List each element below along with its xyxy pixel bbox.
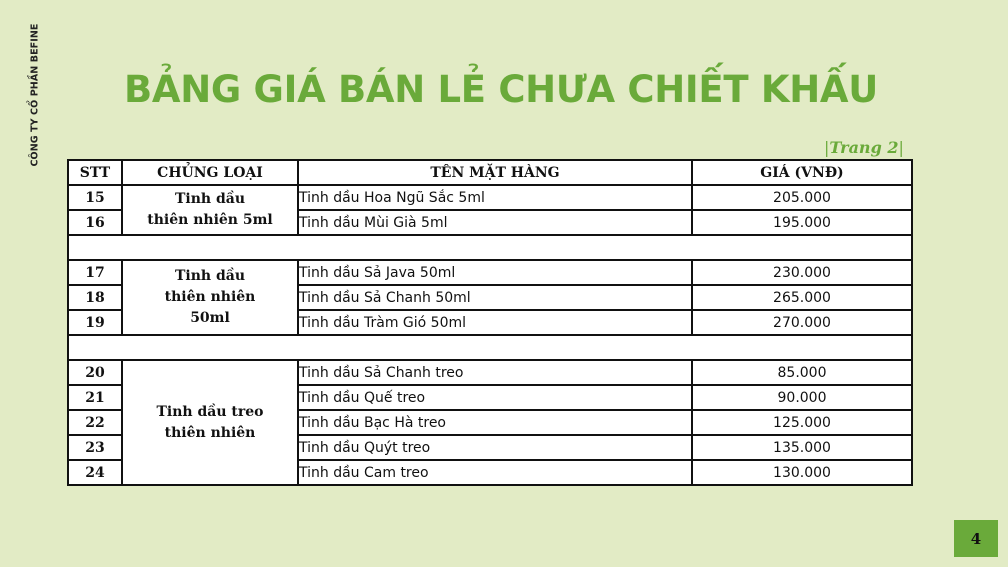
price-table bbox=[67, 159, 913, 486]
company-name: CÔNG TY CỔ PHẦN BEFINE bbox=[29, 23, 41, 167]
row-price: 135.000 bbox=[692, 435, 912, 460]
header-name: TÊN MẶT HÀNG bbox=[298, 160, 692, 185]
category-cell bbox=[122, 360, 298, 485]
category-line: Tinh dầu bbox=[174, 268, 245, 284]
page-tag-left-bar: | bbox=[824, 138, 830, 157]
row-price: 125.000 bbox=[692, 410, 912, 435]
row-stt: 21 bbox=[68, 385, 122, 410]
company-side-label bbox=[28, 20, 42, 170]
row-stt: 20 bbox=[68, 360, 122, 385]
row-stt: 19 bbox=[68, 310, 122, 335]
page-title: BẢNG GIÁ BÁN LẺ CHƯA CHIẾT KHẤU bbox=[124, 68, 878, 111]
category-line: thiên nhiên bbox=[164, 424, 256, 441]
row-price: 90.000 bbox=[692, 385, 912, 410]
row-name: Tinh dầu Tràm Gió 50ml bbox=[298, 310, 692, 335]
row-price: 195.000 bbox=[692, 210, 912, 235]
row-name: Tinh dầu Hoa Ngũ Sắc 5ml bbox=[298, 185, 692, 210]
page-number-badge bbox=[954, 520, 998, 557]
category-line: Tinh dầu treo bbox=[156, 403, 264, 420]
row-price: 130.000 bbox=[692, 460, 912, 485]
separator-row bbox=[68, 235, 912, 260]
separator-row bbox=[68, 335, 912, 360]
row-name: Tinh dầu Quế treo bbox=[298, 385, 692, 410]
row-name: Tinh dầu Bạc Hà treo bbox=[298, 410, 692, 435]
row-name: Tinh dầu Quýt treo bbox=[298, 435, 692, 460]
category-line: Tinh dầu bbox=[174, 191, 245, 207]
row-name: Tinh dầu Mùi Già 5ml bbox=[298, 210, 692, 235]
row-price: 270.000 bbox=[692, 310, 912, 335]
row-price: 230.000 bbox=[692, 260, 912, 285]
table-row bbox=[68, 260, 912, 285]
row-stt: 17 bbox=[68, 260, 122, 285]
header-price: GIÁ (VNĐ) bbox=[692, 160, 912, 185]
row-stt: 18 bbox=[68, 285, 122, 310]
table-row bbox=[68, 360, 912, 385]
category-line: 50ml bbox=[190, 310, 230, 326]
row-name: Tinh dầu Sả Chanh treo bbox=[298, 360, 692, 385]
category-line: thiên nhiên bbox=[164, 289, 256, 305]
separator-cell bbox=[68, 335, 912, 360]
header-category: CHỦNG LOẠI bbox=[122, 160, 298, 185]
header-stt: STT bbox=[68, 160, 122, 185]
row-stt: 23 bbox=[68, 435, 122, 460]
page-tag-text: Trang 2 bbox=[829, 138, 899, 157]
category-cell bbox=[122, 260, 298, 335]
page-number: 4 bbox=[970, 529, 982, 548]
page-tag-right-bar: | bbox=[898, 138, 904, 157]
row-name: Tinh dầu Cam treo bbox=[298, 460, 692, 485]
separator-cell bbox=[68, 235, 912, 260]
category-cell bbox=[122, 185, 298, 235]
row-stt: 22 bbox=[68, 410, 122, 435]
row-price: 205.000 bbox=[692, 185, 912, 210]
row-name: Tinh dầu Sả Chanh 50ml bbox=[298, 285, 692, 310]
row-stt: 24 bbox=[68, 460, 122, 485]
category-line: thiên nhiên 5ml bbox=[147, 212, 273, 228]
table-header-row bbox=[68, 160, 912, 185]
row-stt: 15 bbox=[68, 185, 122, 210]
row-name: Tinh dầu Sả Java 50ml bbox=[298, 260, 692, 285]
row-stt: 16 bbox=[68, 210, 122, 235]
row-price: 265.000 bbox=[692, 285, 912, 310]
page-tag bbox=[824, 138, 904, 157]
row-price: 85.000 bbox=[692, 360, 912, 385]
table-row bbox=[68, 185, 912, 210]
